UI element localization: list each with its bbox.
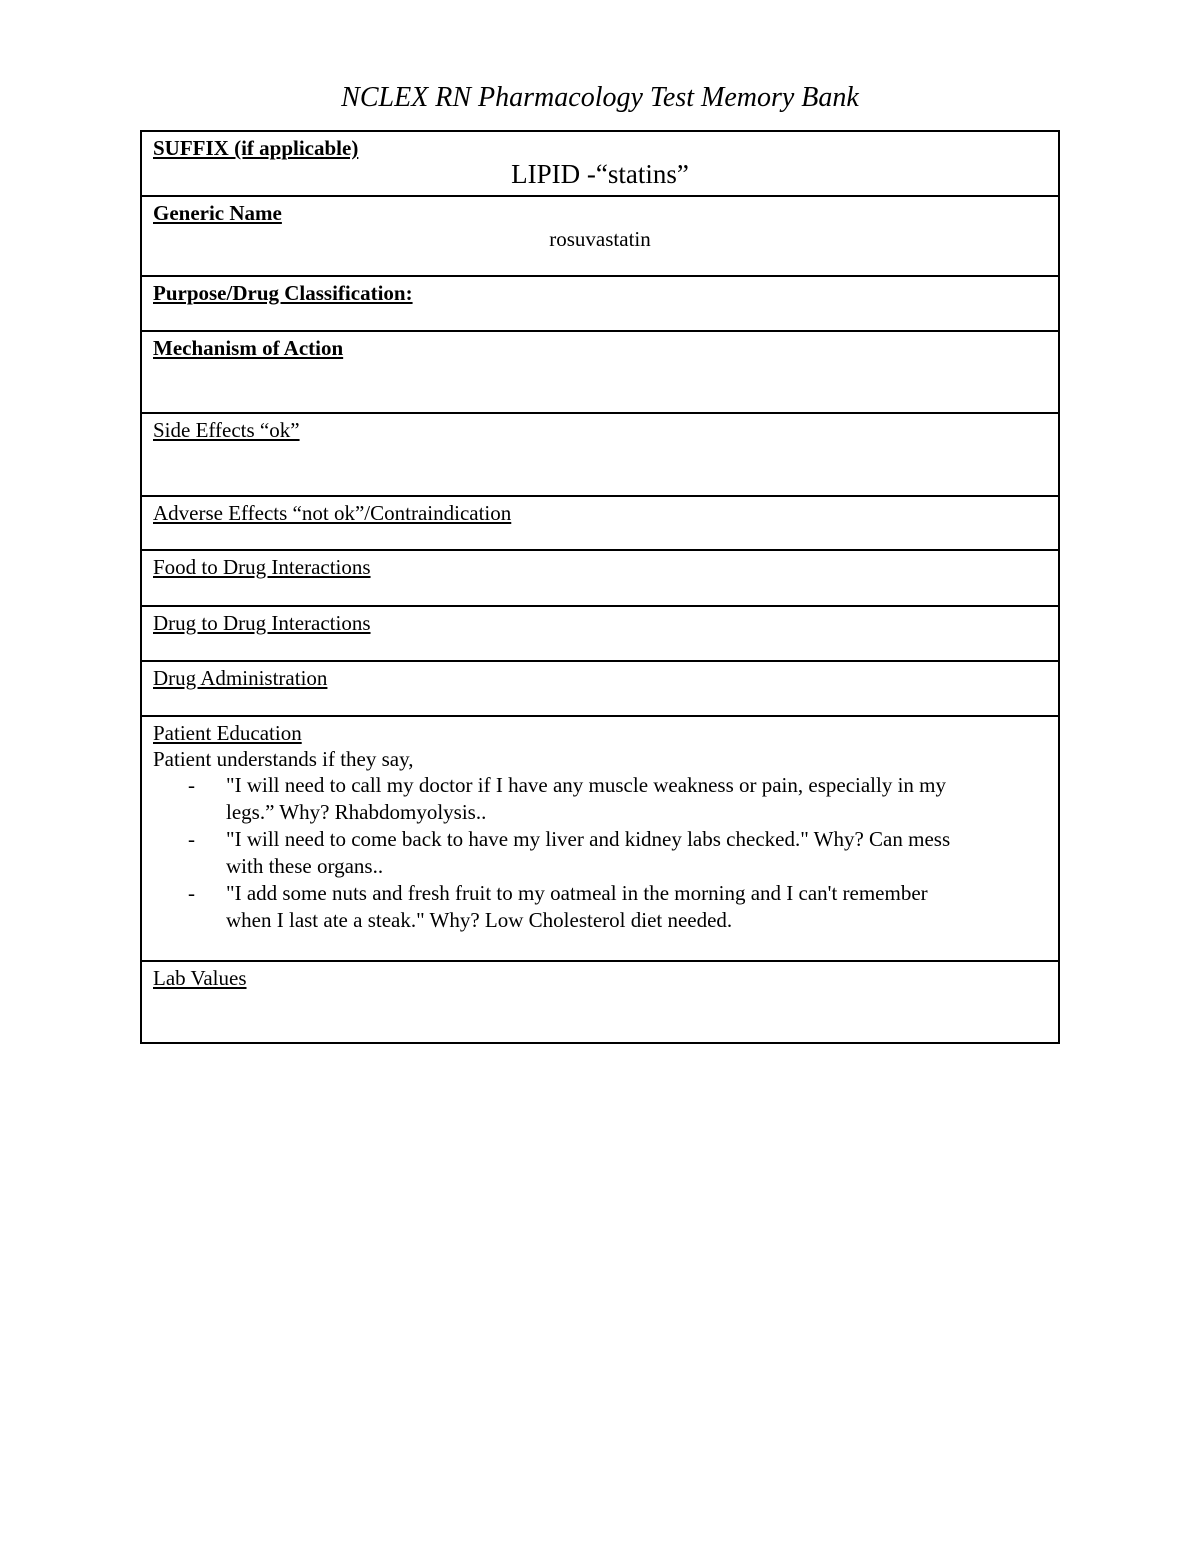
generic-name-row xyxy=(142,197,1058,277)
side-effects-row xyxy=(142,414,1058,497)
suffix-value: LIPID -“statins” xyxy=(511,159,689,189)
mechanism-label: Mechanism of Action xyxy=(153,336,344,360)
list-item-line: "I will need to come back to have my liver and kidney labs checked." Why? Can mess xyxy=(226,827,951,851)
adverse-effects-label: Adverse Effects “not ok”/Contraindication xyxy=(153,501,512,525)
suffix-label: SUFFIX (if applicable) xyxy=(153,136,359,160)
food-drug-row xyxy=(142,551,1058,607)
lab-values-row xyxy=(142,962,1058,1042)
generic-name-value: rosuvastatin xyxy=(549,227,651,251)
bullet-marker: - xyxy=(188,827,195,851)
purpose-row xyxy=(142,277,1058,332)
drug-drug-label: Drug to Drug Interactions xyxy=(153,611,371,635)
adverse-effects-row xyxy=(142,497,1058,551)
purpose-label: Purpose/Drug Classification: xyxy=(153,281,413,305)
patient-education-intro: Patient understands if they say, xyxy=(153,747,414,771)
generic-name-label: Generic Name xyxy=(153,201,282,225)
list-item xyxy=(153,826,1047,880)
patient-education-list xyxy=(153,772,1047,934)
administration-label: Drug Administration xyxy=(153,666,328,690)
list-item-line: legs.” Why? Rhabdomyolysis.. xyxy=(226,800,487,824)
list-item-line: with these organs.. xyxy=(226,854,384,878)
suffix-row xyxy=(142,132,1058,197)
document-title: NCLEX RN Pharmacology Test Memory Bank xyxy=(341,82,859,113)
patient-education-row xyxy=(142,717,1058,962)
drug-memory-table xyxy=(140,130,1060,1044)
bullet-marker: - xyxy=(188,773,195,797)
mechanism-row xyxy=(142,332,1058,414)
administration-row xyxy=(142,662,1058,717)
list-item-line: when I last ate a steak." Why? Low Cholesterol diet needed. xyxy=(226,908,733,932)
lab-values-label: Lab Values xyxy=(153,966,247,990)
patient-education-label: Patient Education xyxy=(153,721,302,745)
list-item xyxy=(153,772,1047,826)
bullet-marker: - xyxy=(188,881,195,905)
list-item-line: "I will need to call my doctor if I have any muscle weakness or pain, especially in my xyxy=(226,773,947,797)
side-effects-label: Side Effects “ok” xyxy=(153,418,300,442)
list-item xyxy=(153,880,1047,934)
list-item-line: "I add some nuts and fresh fruit to my oatmeal in the morning and I can't remember xyxy=(226,881,928,905)
drug-drug-row xyxy=(142,607,1058,662)
food-drug-label: Food to Drug Interactions xyxy=(153,555,371,579)
